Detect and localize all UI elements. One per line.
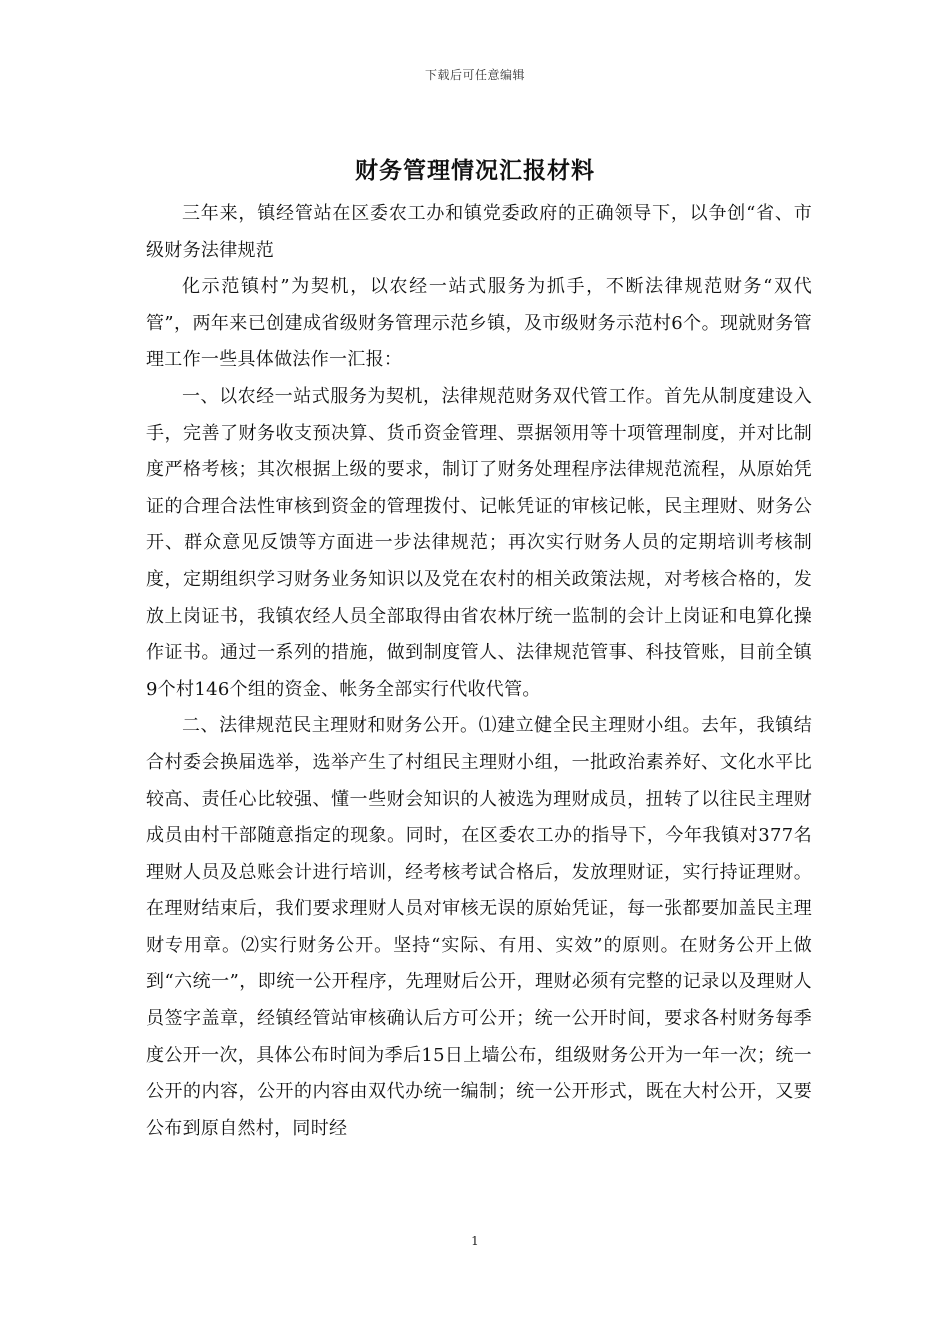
- paragraph-intro-1: 三年来，镇经管站在区委农工办和镇党委政府的正确领导下，以争创“省、市级财务法律规范: [146, 203, 812, 261]
- paragraph-section-1: 一、以农经一站式服务为契机，法律规范财务双代管工作。首先从制度建设入手，完善了财务收支预决算、货币资金管理、票据领用等十项管理制度，并对比制度严格考核；其次根据上级的要求，制订了财务处理程序法律规范流程，从原始凭证的合理合法性审核到资金的管理拨付、记帐凭证的审核记帐，民主理财、财务公开、群众意见反馈等方面进一步法律规范；再次实行财务人员的定期培训考核制度，定期组织学习财务业务知识以及党在农村的相关政策法规，对考核合格的，发放上岗证书，我镇农经人员全部取得由省农林厅统一监制的会计上岗证和电算化操作证书。通过一系列的措施，做到制度管人、法律规范管事、科技管账，目前全镇9个村146个组的资金、帐务全部实行代收代管。: [146, 385, 812, 700]
- paragraph-section-2: 二、法律规范民主理财和财务公开。⑴建立健全民主理财小组。去年，我镇结合村委会换届选举，选举产生了村组民主理财小组，一批政治素养好、文化水平比较高、责任心比较强、懂一些财会知识的人被选为理财成员，扭转了以往民主理财成员由村干部随意指定的现象。同时，在区委农工办的指导下，今年我镇对377名理财人员及总账会计进行培训，经考核考试合格后，发放理财证，实行持证理财。在理财结束后，我们要求理财人员对审核无误的原始凭证，每一张都要加盖民主理财专用章。⑵实行财务公开。坚持“实际、有用、实效”的原则。在财务公开上做到“六统一”，即统一公开程序，先理财后公开，理财必须有完整的记录以及理财人员签字盖章，经镇经管站审核确认后方可公开；统一公开时间，要求各村财务每季度公开一次，具体公布时间为季后15日上墙公布，组级财务公开为一年一次；统一公开的内容，公开的内容由双代办统一编制；统一公开形式，既在大村公开，又要公布到原自然村，同时经: [146, 715, 812, 1139]
- document-body: [146, 196, 812, 1147]
- page-number: 1: [471, 1234, 479, 1248]
- document-title: 财务管理情况汇报材料: [355, 157, 595, 184]
- header-note: 下载后可任意编辑: [424, 68, 525, 82]
- paragraph-intro-2: 化示范镇村”为契机，以农经一站式服务为抓手，不断法律规范财务“双代管”，两年来已创建成省级财务管理示范乡镇，及市级财务示范村6个。现就财务管理工作一些具体做法作一汇报：: [146, 276, 812, 371]
